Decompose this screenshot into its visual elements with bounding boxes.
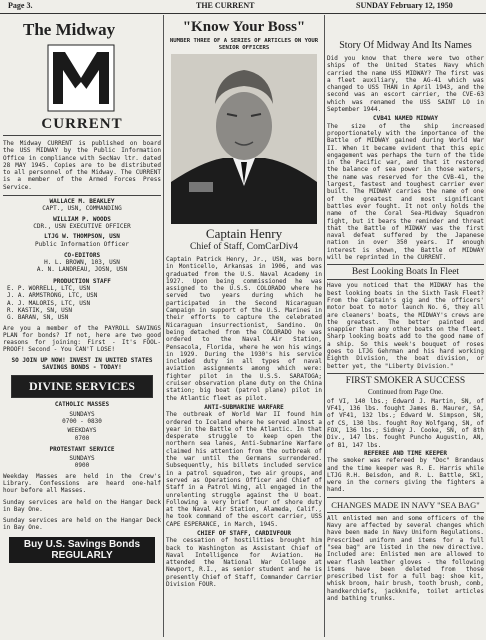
- production-list: [3, 285, 161, 321]
- sunday-services-note-2: Sunday services are held on the Hangar Deck in Bay One.: [3, 517, 161, 532]
- catholic-heading: CATHOLIC MASSES: [54, 401, 110, 409]
- series-subtitle: NUMBER THREE OF A SERIES OF ARTICLES ON YOUR SENIOR OFFICERS: [169, 38, 319, 51]
- protestant-times: 0900: [74, 462, 90, 470]
- photo-caption-title: Chief of Staff, ComCarDiv4: [189, 242, 298, 252]
- chief-of-staff-paragraph: The cessation of hostilities brought him back to Washington as Assistant Chief of Naval Intelligence for Aviation. He attended the National War College at Newport, R.I., as senior student and he is presently Chief of Staff, Commander Carrier Division FOUR.: [166, 537, 322, 589]
- header-rule: [0, 13, 486, 14]
- catholic-sunday-times: 0700 - 0830: [62, 417, 102, 425]
- asw-subhead: ANTI-SUBMARINE WARFARE: [204, 403, 284, 411]
- cvb-subhead: CVB41 NAMED MIDWAY: [372, 115, 439, 123]
- weekday-masses-note: Weekday Masses are held in the Crew's Library. Confessions are heard one-half hour before all Masses.: [3, 472, 161, 495]
- buy-bonds-banner: [9, 537, 155, 563]
- masthead-current: CURRENT: [41, 116, 123, 132]
- know-your-boss-title: "Know Your Boss": [182, 19, 306, 35]
- production-member: E. P. WORRELL, LTC, USN: [7, 285, 91, 293]
- column-left: [3, 15, 161, 637]
- production-member: G. BARAN, SN, USN: [7, 314, 69, 322]
- coeditor: H. L. BROWN, 103, USN: [44, 259, 120, 267]
- coeditors-heading: CO-EDITORS: [63, 251, 101, 259]
- smoker-continued: Continued from Page One.: [367, 387, 444, 396]
- buy-bonds-line-2: REGULARLY: [51, 549, 113, 561]
- masthead-logo: [3, 42, 161, 114]
- masthead-title: The Midway: [23, 20, 116, 39]
- catholic-weekday-times: 0700: [74, 434, 90, 442]
- column-right: [327, 15, 484, 637]
- story-paragraph: Did you know that there were two other ships of the United States Navy which carried the name USS MIDWAY? The first was a fleet auxiliary, the AG-41 which was changed to USS THAN in April 1943, and the second was an escort carrier, the CVE-63 which was renamed the USS SAINT LO in September 1944.: [327, 55, 484, 114]
- midway-logo-icon: [3, 42, 161, 114]
- staff-title: Public Information Officer: [35, 240, 129, 248]
- staff-name: LTJG W. THOMPSON, USN: [44, 233, 120, 241]
- referee-paragraph: The smoker was refereed by "Doc" Brandaus and the time keeper was R. E. Harris while LTJG R.H. Beisdon, and R. L. Battle, SK1, were in the corners giving the fighters a hand.: [327, 457, 484, 494]
- smoker-title: FIRST SMOKER A SUCCESS: [345, 375, 466, 386]
- bonds-paragraph: Are you a member of the PAYROLL SAVINGS PLAN for bonds? If not, here are two good reasons for joining: First - It's FOOL-PROOF! Second - You CAN'T LOSE!: [3, 324, 161, 354]
- sea-bag-paragraph: All enlisted men and some officers of the Navy are affected by several changes which have been made in Navy Uniform Regulations. Prescribed uniform and items for a full "sea bag" are listed in the new directive. Included are: Enlisted men are allowed to wear flash leather gloves - the following items have been deleted from those prescribed list for a full bag: shoe kit, whisk broom, hair brush, tooth brush, comb, handkerchiefs, jackknife, toilet articles and bathing trunks.: [327, 514, 484, 602]
- column-divider-2: [324, 15, 325, 637]
- bonds-cta: SO JOIN UP NOW! INVEST IN UNITED STATES SAVINGS BONDS - TODAY!: [11, 356, 153, 372]
- staff-name: WALLACE M. BEAKLEY: [49, 198, 115, 206]
- captain-photo: [171, 54, 317, 224]
- sea-bag-title: CHANGES MADE IN NAVY "SEA BAG": [331, 499, 480, 510]
- staff-name: WILLIAM P. WOODS: [53, 215, 111, 223]
- cvb-paragraph: The size of the ship increased proportionately with the importance of the Battle of MIDWAY gained during World War II. When it became evident that this epic engagement was perhaps the turn of the tide in the Pacific war, and that it restored the balance of sea power in those waters, the name was reserved for the CVB-41, the largest, fastest and toughest carrier ever built. The MIDWAY carries the name of one of the greatest and most significant battles ever fought. It not only holds the name of the Coral Sea-Midway Squadron fight, but it bears the reminder and threat that the Battle of MIDWAY was the first naval defeat suffered by the Japanese nation in over 350 years. If enough interest is shown, the Battle of MIDWAY will be reprinted in the CURRENT.: [327, 122, 484, 262]
- staff-title: CAPT., USN, COMMANDING: [42, 205, 122, 213]
- protestant-heading: PROTESTANT SERVICE: [49, 445, 115, 453]
- chief-of-staff-subhead: CHIEF OF STAFF, CARDIVFOUR: [197, 529, 291, 537]
- catholic-weekdays: WEEKDAYS: [67, 427, 97, 435]
- boats-title: Best Looking Boats In Fleet: [351, 267, 460, 278]
- production-heading: PRODUCTION STAFF: [53, 277, 111, 285]
- divine-services-banner: DIVINE SERVICES: [11, 375, 153, 398]
- paper-name: THE CURRENT: [196, 1, 255, 10]
- smoker-paragraph: of VI, 140 lbs.; Edward J. Martin, SN, of VF41, 136 lbs. fought James B. Maurer, SA, of VF41, 132 lbs.; Edward W. Simpson, SN, of CS, 130 lbs. fought Roy Wolfgang, SN, of FOX, 136 lbs.; Sidney J. Cooke, SN, of 8th Div., 147 lbs. fought Puncho Augustin, AN, of B1, 147 lbs.: [327, 397, 484, 449]
- issue-date: SUNDAY February 12, 1950: [356, 1, 453, 10]
- buy-bonds-line-1: Buy U.S. Savings Bonds: [23, 538, 141, 550]
- sunday-services-note: Sunday services are held on the Hangar Deck in Bay One.: [3, 498, 161, 513]
- bio-paragraph: Captain Patrick Henry, Jr., USN, was born in Monticello, Arkansas in 1906, and was graduated from the U.S. Naval Academy in 1927. Upon being commissioned he was assigned to the U.S.S. COLORADO where he served two years during which he participated in the Second Nicaraguan Campaign in support of the U.S. Marines in their efforts to capture the celebrated Nicaraguan insurrectionist, Sandino. On being detached from the COLORADO he was ordered to the Naval Air Station, Pensacola, Florida, where he won his wings in 1929. During the 1930's his service included duty in all types of naval aviation assignments among which were: fighter pilot in the U.S.S. SARATOGA; cruiser observation plane duty on the China station; big boat (patrol plane) pilot in the Atlantic fleet as pilot.: [166, 256, 322, 402]
- protestant-sundays: SUNDAYS: [69, 455, 95, 463]
- column-center: [166, 15, 322, 637]
- production-member: J. A. ARMSTRONG, LTC, USN: [7, 292, 98, 300]
- production-member: R. KASTIK, SN, USN: [7, 306, 73, 314]
- staff-title: CDR., USN EXECUTIVE OFFICER: [33, 222, 131, 230]
- column-divider-1: [163, 15, 164, 637]
- referee-subhead: REFEREE AND TIME KEEPER: [363, 449, 448, 457]
- page-header: [0, 0, 486, 14]
- page-number: Page 3.: [8, 1, 33, 10]
- catholic-sundays: SUNDAYS: [69, 410, 95, 418]
- portrait-icon: [171, 54, 317, 224]
- staff-list: [3, 198, 161, 285]
- masthead-intro: The Midway CURRENT is published on board the USS MIDWAY by the Public Information Office in compliance with SecNav ltr. dated 28 MAY 1945. Copies are to be distributed to all personnel of the Midway. The CURRENT is a member of the Armed Forces Press Service.: [3, 140, 161, 191]
- services-schedule: [3, 401, 161, 469]
- story-title: Story Of Midway And Its Names: [339, 40, 472, 51]
- boats-paragraph: Have you noticed that the MIDWAY has the best looking boats in the Sixth Task Fleet? From the Captain's gig and the officers' motor boat to motor launch No. 6, they all are cleaners' boats, the MIDWAY's crews are the greatest. The better painted and snappier than any other boats on the fleet. Sharp looking boats add to the good name of a ship. So this week's bouquet of roses goes to LTJG Gehrman and his hard working Eighth Division, the boat division, or better yet, the "Liberty Division.": [327, 282, 484, 370]
- photo-caption-name: Captain Henry: [205, 226, 283, 241]
- production-member: A. J. MALORIS, LTC, USN: [7, 299, 91, 307]
- coeditor: A. N. LANDREAU, JOSN, USN: [36, 266, 128, 274]
- asw-paragraph: The outbreak of World War II found him ordered to Iceland where he served almost a year in the Battle of the Atlantic. In that desperate struggle to keep open the northern sea lanes, Anti-Submarine Warfare claimed his attention from the outbreak of the war until the Germans surrendered. Subsequently, his billets included service in a patrol squadron, two air groups, and served as Operations Officer and Chief of Staff in a Patrol Wing, all engaged in the unrelenting struggle against the U boat. Following a very brief tour of shore duty at the Naval Air Station, Alameda, Calif., he took command of the escort carrier, USS CAPE ESPERANCE, in March, 1945.: [166, 411, 322, 528]
